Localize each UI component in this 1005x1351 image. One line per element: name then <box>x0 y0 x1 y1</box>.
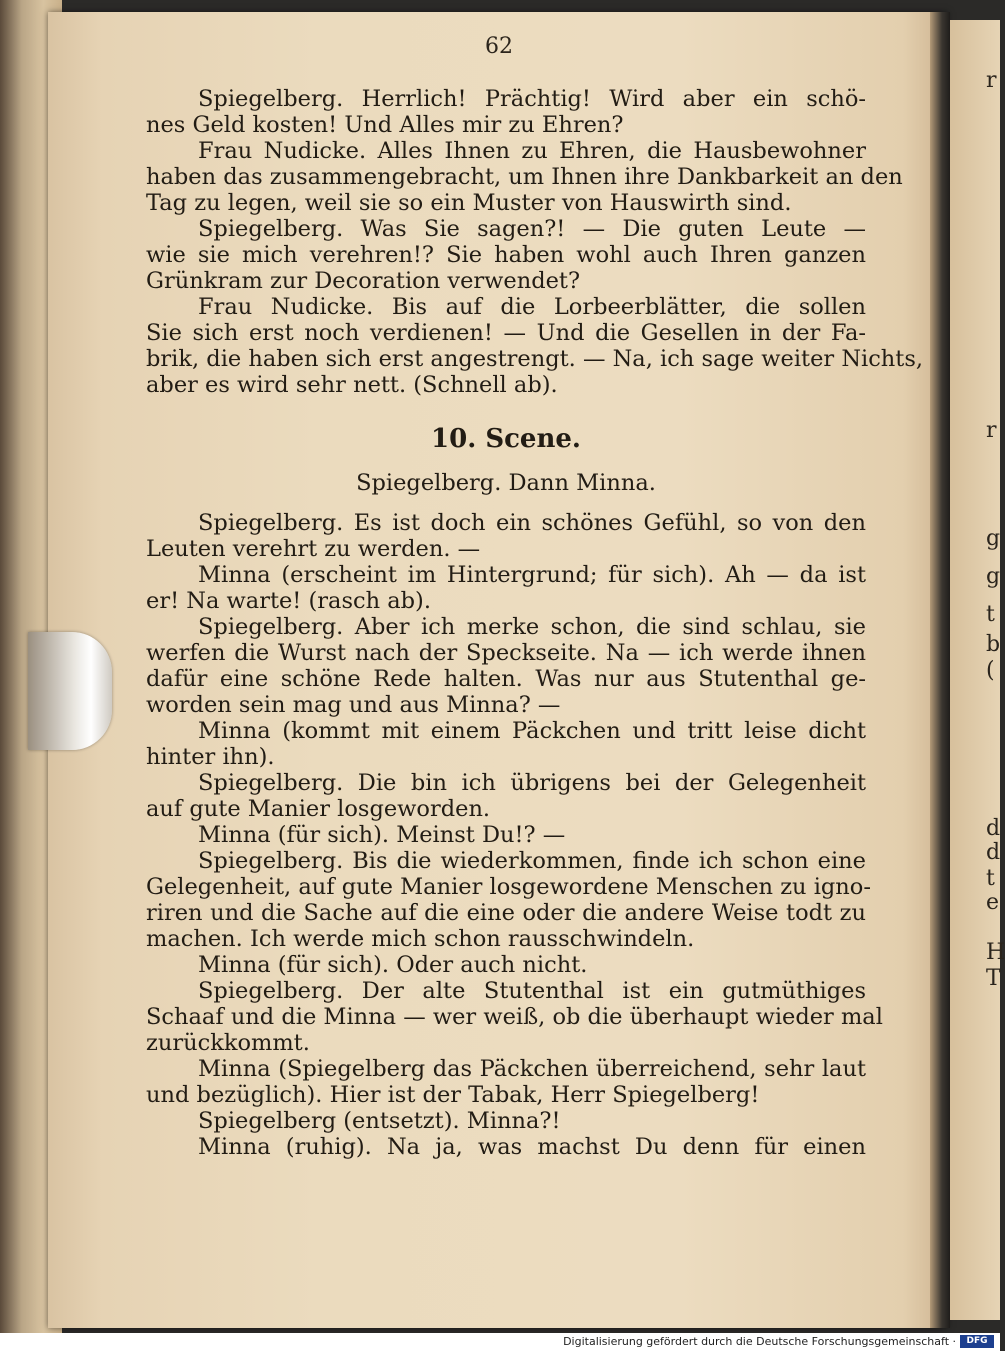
text-line: Sie sich erst noch verdienen! — Und die Gesellen in der Fa- <box>146 320 866 346</box>
next-page-letter: r <box>986 68 997 93</box>
next-page-letter: T <box>986 966 1001 991</box>
scene-persons: Spiegelberg. Dann Minna. <box>356 470 656 496</box>
text-line: Minna (Spiegelberg das Päckchen überreichend, sehr laut <box>198 1056 866 1082</box>
text-line: auf gute Manier losgeworden. <box>146 796 491 822</box>
text-line: wie sie mich verehren!? Sie haben wohl auch Ihren ganzen <box>146 242 866 268</box>
page-text <box>146 86 924 1160</box>
text-line: und bezüglich). Hier ist der Tabak, Herr Spiegelberg! <box>146 1082 760 1108</box>
text-line: Leuten verehrt zu werden. — <box>146 536 481 562</box>
text-line: Spiegelberg. Aber ich merke schon, die sind schlau, sie <box>198 614 866 640</box>
text-line: hinter ihn). <box>146 744 275 770</box>
text-line: werfen die Wurst nach der Speckseite. Na — ich werde ihnen <box>146 640 866 666</box>
text-line: Spiegelberg. Was Sie sagen?! — Die guten Leute — <box>198 216 866 242</box>
next-page-letter: g <box>986 526 1001 551</box>
text-line: Spiegelberg. Der alte Stutenthal ist ein gutmüthiges <box>198 978 866 1004</box>
text-block-1 <box>146 86 924 398</box>
footer <box>0 1333 1000 1351</box>
bookmark-tab <box>28 632 112 750</box>
next-page-letter: e <box>986 890 1000 915</box>
text-line: worden sein mag und aus Minna? — <box>146 692 561 718</box>
text-line: Grünkram zur Decoration verwendet? <box>146 268 581 294</box>
next-page-fragments <box>986 0 1005 1300</box>
text-line: Spiegelberg (entsetzt). Minna?! <box>198 1108 561 1134</box>
text-line: Minna (für sich). Oder auch nicht. <box>198 952 588 978</box>
footer-credit: Digitalisierung gefördert durch die Deutsche Forschungsgemeinschaft · <box>563 1335 956 1348</box>
book-gutter <box>930 12 950 1328</box>
text-line: Tag zu legen, weil sie so ein Muster von Hauswirth sind. <box>146 190 792 216</box>
text-block-2 <box>146 510 883 1160</box>
text-line: machen. Ich werde mich schon rausschwindeln. <box>146 926 695 952</box>
text-line: haben das zusammengebracht, um Ihnen ihre Dankbarkeit an den <box>146 164 903 190</box>
scene-heading: 10. Scene. <box>431 424 581 454</box>
next-page-letter: r <box>986 418 997 443</box>
next-page-letter: t <box>986 866 995 891</box>
text-line: Spiegelberg. Die bin ich übrigens bei der Gelegenheit <box>198 770 866 796</box>
text-line: brik, die haben sich erst angestrengt. — Na, ich sage weiter Nichts, <box>146 346 924 372</box>
text-line: Minna (erscheint im Hintergrund; für sich). Ah — da ist <box>198 562 866 588</box>
next-page-letter: d <box>986 840 1001 865</box>
text-line: Minna (ruhig). Na ja, was machst Du denn für einen <box>198 1134 866 1160</box>
page-number: 62 <box>485 34 513 59</box>
text-line: Minna (für sich). Meinst Du!? — <box>198 822 566 848</box>
next-page-letter: g <box>986 564 1001 589</box>
text-line: zurückkommt. <box>146 1030 310 1056</box>
text-line: aber es wird sehr nett. (Schnell ab). <box>146 372 558 398</box>
next-page-letter: ( <box>986 658 995 683</box>
text-line: Gelegenheit, auf gute Manier losgewordene Menschen zu igno- <box>146 874 871 900</box>
dfg-logo: DFG <box>960 1335 994 1348</box>
text-line: Spiegelberg. Bis die wiederkommen, finde ich schon eine <box>198 848 866 874</box>
text-line: Spiegelberg. Herrlich! Prächtig! Wird aber ein schö- <box>198 86 866 112</box>
next-page-letter: H <box>986 940 1005 965</box>
text-line: er! Na warte! (rasch ab). <box>146 588 431 614</box>
next-page-letter: d <box>986 816 1001 841</box>
text-line: Schaaf und die Minna — wer weiß, ob die überhaupt wieder mal <box>146 1004 883 1030</box>
text-line: Spiegelberg. Es ist doch ein schönes Gefühl, so von den <box>198 510 866 536</box>
text-line: riren und die Sache auf die eine oder die andere Weise todt zu <box>146 900 866 926</box>
text-line: Frau Nudicke. Bis auf die Lorbeerblätter, die sollen <box>198 294 866 320</box>
text-line: nes Geld kosten! Und Alles mir zu Ehren? <box>146 112 624 138</box>
text-line: Minna (kommt mit einem Päckchen und tritt leise dicht <box>198 718 866 744</box>
next-page-letter: t <box>986 602 995 627</box>
text-line: dafür eine schöne Rede halten. Was nur aus Stutenthal ge- <box>146 666 866 692</box>
text-line: Frau Nudicke. Alles Ihnen zu Ehren, die Hausbewohner <box>198 138 866 164</box>
next-page-letter: b <box>986 632 1001 657</box>
